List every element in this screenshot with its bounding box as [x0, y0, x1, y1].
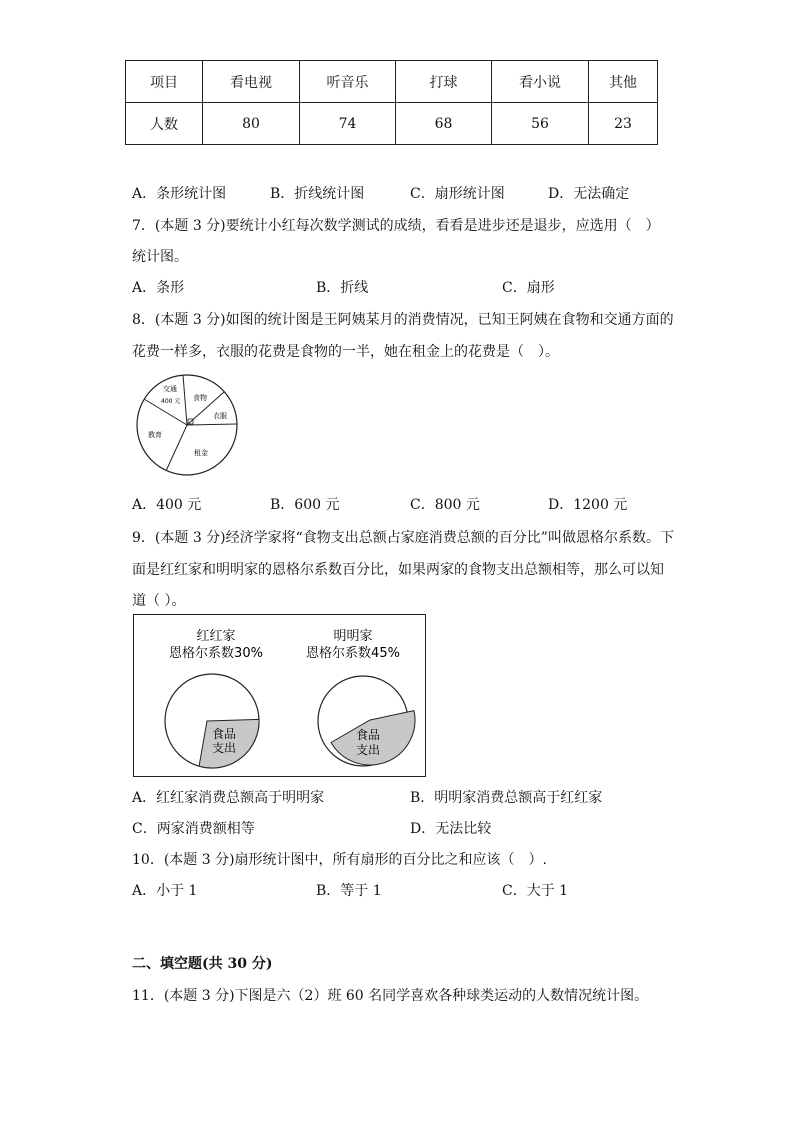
table-cell: 看电视 [203, 61, 300, 103]
q10-question: 10．(本题 3 分)扇形统计图中，所有扇形的百分比之和应该（ ）. [132, 852, 547, 868]
q11-question: 11．(本题 3 分)下图是六（2）班 60 名同学喜欢各种球类运动的人数情况统计图。 [132, 988, 649, 1004]
table-cell: 项目 [126, 61, 203, 103]
left-pie-subtitle: 恩格尔系数30% [169, 646, 263, 661]
q6-option-b[interactable]: B．折线统计图 [270, 186, 365, 202]
table-cell: 23 [589, 103, 658, 145]
pie-label-traffic-amount: 400 元 [161, 398, 181, 405]
q9-question: 9．(本题 3 分)经济学家将“食物支出总额占家庭消费总额的百分比”叫做恩格尔系数。下 [132, 530, 674, 546]
q8-option-b[interactable]: B．600 元 [270, 497, 340, 513]
q7-question-cont: 统计图。 [132, 249, 188, 265]
table-cell: 看小说 [492, 61, 589, 103]
q8-option-a[interactable]: A．400 元 [132, 497, 202, 513]
q8-pie-chart [132, 372, 242, 482]
table-cell: 其他 [589, 61, 658, 103]
q7-option-a[interactable]: A．条形 [132, 280, 185, 296]
q9-option-d[interactable]: D．无法比较 [410, 821, 492, 837]
q9-question-cont: 面是红红家和明明家的恩格尔系数百分比，如果两家的食物支出总额相等，那么可以知 [132, 562, 664, 578]
q10-option-c[interactable]: C．大于 1 [502, 883, 569, 899]
q9-pie-charts [133, 614, 427, 778]
table-header-row [126, 61, 658, 103]
q8-question-cont: 花费一样多，衣服的花费是食物的一半，她在租金上的花费是（ ）。 [132, 344, 559, 360]
table-row [126, 103, 658, 145]
table-cell: 56 [492, 103, 589, 145]
q9-question-cont2: 道（ ）。 [132, 593, 186, 609]
right-pie-subtitle: 恩格尔系数45% [306, 646, 400, 661]
pie-label-rent: 租金 [194, 449, 208, 457]
q8-option-c[interactable]: C．800 元 [410, 497, 480, 513]
left-slice-label: 食品 [211, 727, 237, 741]
q9-option-c[interactable]: C．两家消费额相等 [132, 821, 255, 837]
table-cell: 68 [396, 103, 492, 145]
q6-option-d[interactable]: D．无法确定 [548, 186, 630, 202]
table-cell: 打球 [396, 61, 492, 103]
table-cell: 80 [203, 103, 300, 145]
right-pie-title: 明明家 [333, 629, 373, 644]
q6-option-c[interactable]: C．扇形统计图 [410, 186, 505, 202]
left-pie-title: 红红家 [196, 629, 236, 644]
table-cell: 74 [300, 103, 396, 145]
right-slice-label: 食品 [355, 728, 381, 742]
q9-option-a[interactable]: A．红红家消费总额高于明明家 [132, 790, 325, 806]
table-cell: 听音乐 [300, 61, 396, 103]
q8-option-d[interactable]: D．1200 元 [548, 497, 628, 513]
pie-label-clothes: 衣服 [213, 412, 227, 420]
q10-option-b[interactable]: B．等于 1 [316, 883, 382, 899]
table-cell: 人数 [126, 103, 203, 145]
q8-question: 8．(本题 3 分)如图的统计图是王阿姨某月的消费情况，已知王阿姨在食物和交通方面的 [132, 312, 674, 328]
pie-label-traffic: 交通 [163, 385, 177, 393]
q7-question: 7．(本题 3 分)要统计小红每次数学测试的成绩，看看是进步还是退步，应选用（ ） [132, 218, 660, 234]
q9-option-b[interactable]: B．明明家消费总额高于红红家 [410, 790, 603, 806]
q7-option-c[interactable]: C．扇形 [502, 280, 555, 296]
survey-table [125, 60, 658, 145]
pie-label-food: 食物 [193, 394, 207, 402]
q10-option-a[interactable]: A．小于 1 [132, 883, 198, 899]
pie-label-education: 教育 [148, 431, 162, 439]
section-heading: 二、填空题(共 30 分) [132, 956, 273, 972]
q7-option-b[interactable]: B．折线 [316, 280, 369, 296]
q6-option-a[interactable]: A．条形统计图 [132, 186, 227, 202]
left-slice-label: 支出 [211, 741, 237, 755]
right-slice-label: 支出 [355, 743, 381, 757]
